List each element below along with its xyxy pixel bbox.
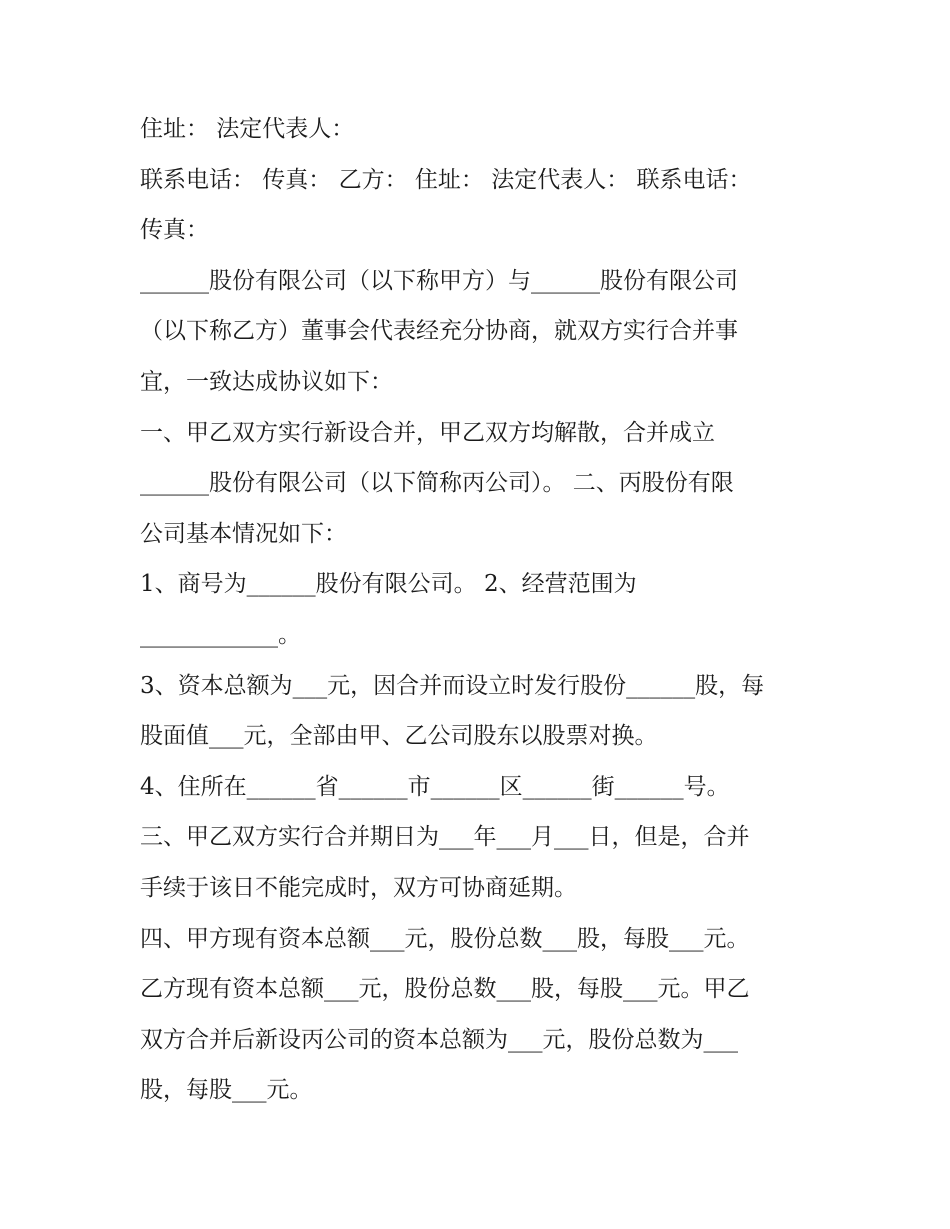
- clause-line: 乙方现有资本总额___元，股份总数___股，每股___元。甲乙: [140, 976, 750, 1003]
- clause-line: ______股份有限公司（以下简称丙公司）。 二、丙股份有限: [140, 470, 734, 497]
- clause-line: 公司基本情况如下：: [140, 520, 347, 547]
- clause-line: 股，每股___元。: [140, 1077, 313, 1104]
- paragraph-line: 宜，一致达成协议如下：: [140, 368, 393, 395]
- contract-text: [140, 104, 820, 1116]
- clause-line: 四、甲方现有资本总额___元，股份总数___股，每股___元。: [140, 925, 750, 952]
- paragraph-line: ______股份有限公司（以下称甲方）与______股份有限公司: [140, 267, 738, 294]
- clause-line: ____________。: [140, 621, 301, 648]
- clause-line: 3、资本总额为___元，因合并而设立时发行股份______股，每: [140, 672, 765, 699]
- clause-line: 一、甲乙双方实行新设合并，甲乙双方均解散，合并成立: [140, 419, 715, 446]
- clause-line: 双方合并后新设丙公司的资本总额为___元，股份总数为___: [140, 1026, 738, 1053]
- address-line: 住址： 法定代表人：: [140, 116, 355, 142]
- clause-line: 4、住所在______省______市______区______街______号。: [140, 773, 730, 800]
- clause-line: 三、甲乙双方实行合并期日为___年___月___日，但是，合并: [140, 824, 750, 851]
- paragraph-line: （以下称乙方）董事会代表经充分协商，就双方实行合并事: [140, 318, 738, 345]
- fax-line: 传真：: [140, 217, 209, 244]
- clause-line: 股面值___元，全部由甲、乙公司股东以股票对换。: [140, 723, 658, 750]
- clause-line: 1、商号为______股份有限公司。 2、经营范围为: [140, 571, 637, 598]
- contact-line: 联系电话： 传真： 乙方： 住址： 法定代表人： 联系电话：: [140, 166, 752, 193]
- clause-line: 手续于该日不能完成时，双方可协商延期。: [140, 874, 577, 901]
